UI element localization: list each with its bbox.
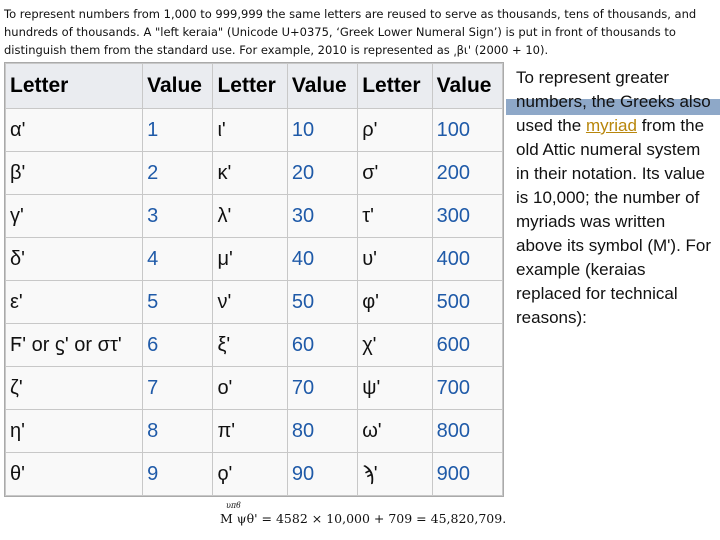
table-row [6, 324, 503, 367]
header-letter-1: Letter [6, 64, 143, 109]
value-cell: 3 [143, 195, 213, 238]
intro-paragraph: To represent numbers from 1,000 to 999,999 the same letters are reused to serve as thousands, tens of thousands, and hundreds of thousands. A "left keraia" (Unicode U+0375, ‘Greek Lower Numeral Sign’) is put in front of thousands to distinguish them from the standard use. For example, 2010 is represented as ͵βι' (2000 + 10). [4, 7, 697, 57]
value-cell: 4 [143, 238, 213, 281]
value-cell: 1 [143, 109, 213, 152]
myriad-link[interactable]: myriad [585, 116, 637, 135]
table-row [6, 195, 503, 238]
value-cell: 900 [432, 453, 502, 496]
letter-cell: λ' [213, 195, 287, 238]
letter-cell: π' [213, 410, 287, 453]
letter-cell: ο' [213, 367, 287, 410]
value-cell: 600 [432, 324, 502, 367]
myriad-explanation [516, 66, 714, 330]
value-cell: 200 [432, 152, 502, 195]
letter-cell: ε' [6, 281, 143, 324]
table-row [6, 410, 503, 453]
letter-cell: δ' [6, 238, 143, 281]
myriad-text-start: To represent greater numbers, the Greeks also used the [516, 68, 711, 135]
letter-cell: η' [6, 410, 143, 453]
value-cell: 30 [287, 195, 357, 238]
table-row [6, 152, 503, 195]
letter-cell: υ' [358, 238, 432, 281]
header-letter-2: Letter [213, 64, 287, 109]
header-value-3: Value [432, 64, 502, 109]
value-cell: 8 [143, 410, 213, 453]
value-cell: 70 [287, 367, 357, 410]
myriad-formula [220, 501, 507, 526]
value-cell: 800 [432, 410, 502, 453]
table-row [6, 281, 503, 324]
value-cell: 6 [143, 324, 213, 367]
letter-cell: β' [6, 152, 143, 195]
letter-cell: κ' [213, 152, 287, 195]
letter-cell: θ' [6, 453, 143, 496]
value-cell: 2 [143, 152, 213, 195]
letter-cell: μ' [213, 238, 287, 281]
header-value-2: Value [287, 64, 357, 109]
table-header-row [6, 64, 503, 109]
value-cell: 500 [432, 281, 502, 324]
value-cell: 100 [432, 109, 502, 152]
value-cell: 700 [432, 367, 502, 410]
value-cell: 5 [143, 281, 213, 324]
greek-numerals-table [4, 62, 504, 497]
value-cell: 40 [287, 238, 357, 281]
value-cell: 9 [143, 453, 213, 496]
letter-cell: Ϝ' or ϛ' or στ' [6, 324, 143, 367]
letter-cell: ν' [213, 281, 287, 324]
table-row [6, 367, 503, 410]
value-cell: 50 [287, 281, 357, 324]
value-cell: 300 [432, 195, 502, 238]
letter-cell: α' [6, 109, 143, 152]
letter-cell: ρ' [358, 109, 432, 152]
letter-cell: ξ' [213, 324, 287, 367]
letter-cell: ϙ' [213, 453, 287, 496]
letter-cell: ω' [358, 410, 432, 453]
value-cell: 60 [287, 324, 357, 367]
letter-cell: ϡ' [358, 453, 432, 496]
header-value-1: Value [143, 64, 213, 109]
value-cell: 90 [287, 453, 357, 496]
header-letter-3: Letter [358, 64, 432, 109]
letter-cell: ζ' [6, 367, 143, 410]
letter-cell: ψ' [358, 367, 432, 410]
myriad-text-end: from the old Attic numeral system in their notation. Its value is 10,000; the number of myriads was written above its symbol (M'). For example (keraias replaced for technical reasons): [516, 116, 712, 327]
letter-cell: ι' [213, 109, 287, 152]
letter-cell: τ' [358, 195, 432, 238]
table-row [6, 453, 503, 496]
letter-cell: χ' [358, 324, 432, 367]
value-cell: 20 [287, 152, 357, 195]
letter-cell: φ' [358, 281, 432, 324]
table-row [6, 238, 503, 281]
value-cell: 7 [143, 367, 213, 410]
value-cell: 10 [287, 109, 357, 152]
letter-cell: σ' [358, 152, 432, 195]
formula-main: M ψθ' = 4582 × 10,000 + 709 = 45,820,709. [220, 511, 507, 526]
letter-cell: γ' [6, 195, 143, 238]
value-cell: 80 [287, 410, 357, 453]
formula-superscript: υπϐ [226, 501, 241, 510]
value-cell: 400 [432, 238, 502, 281]
table-row [6, 109, 503, 152]
